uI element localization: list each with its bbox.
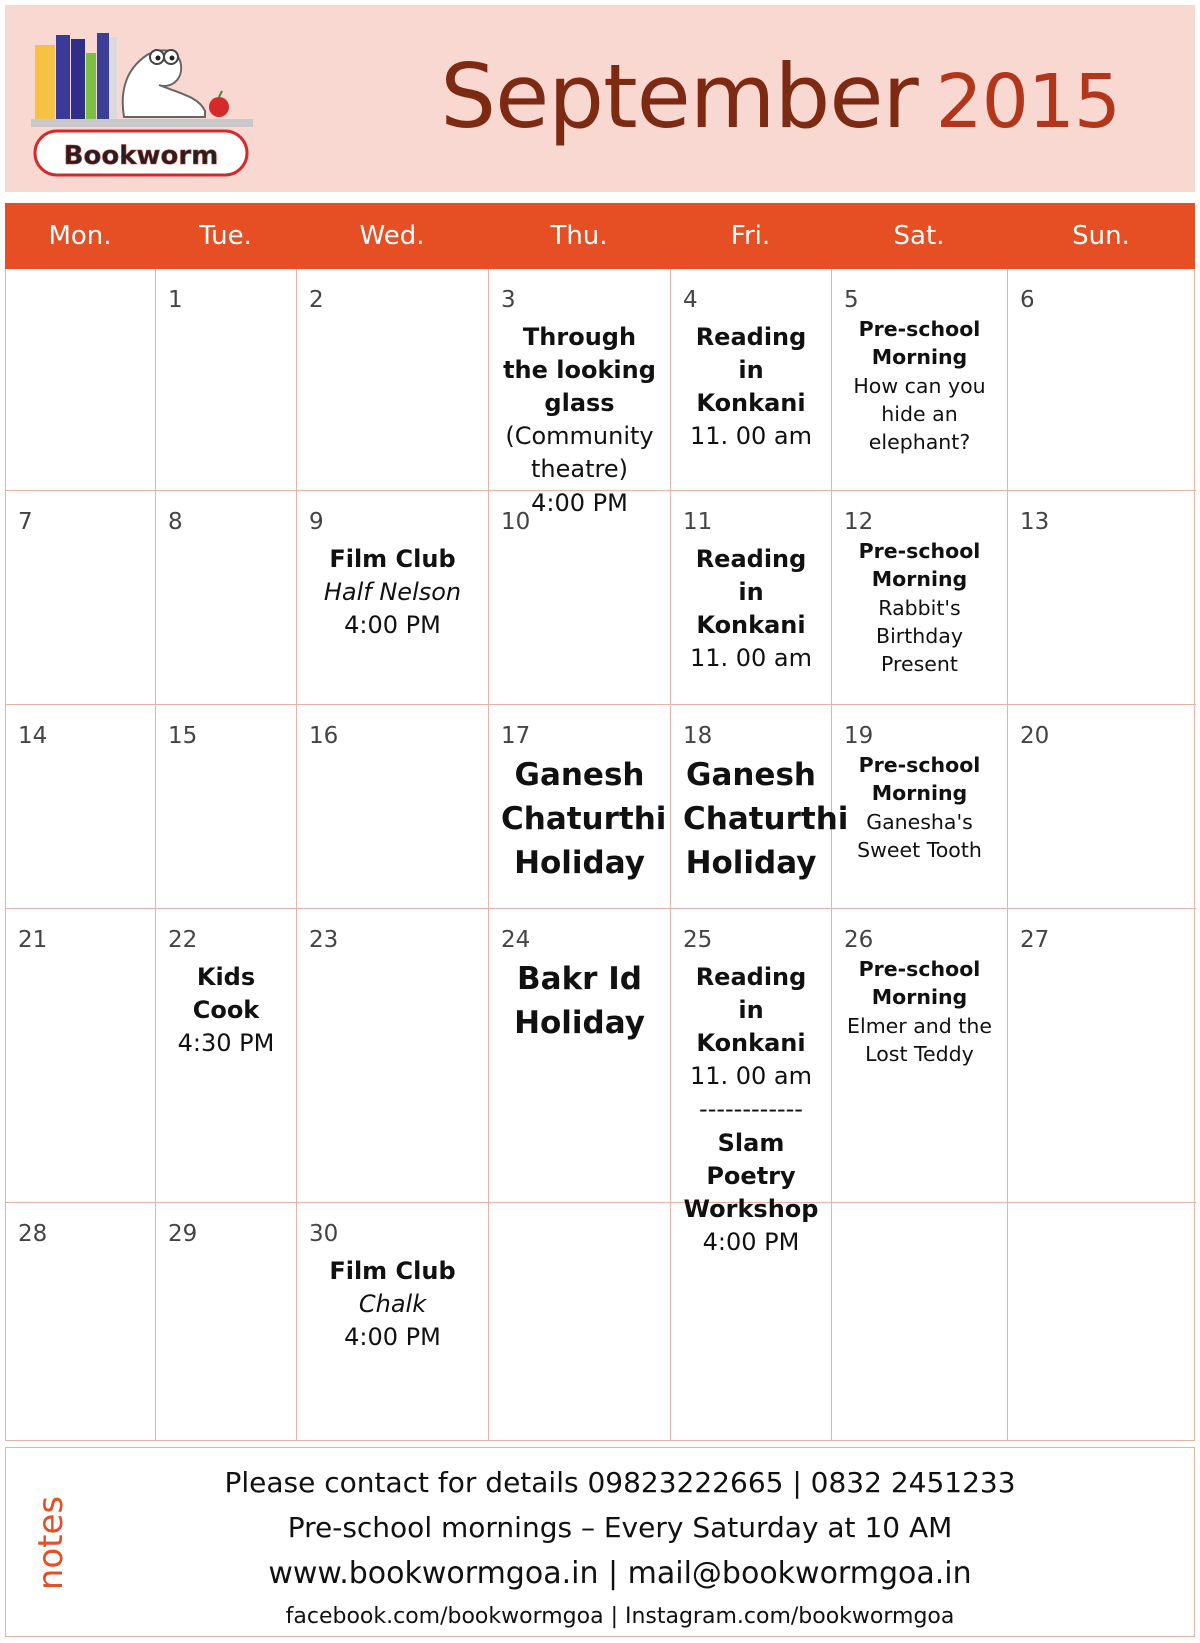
date-number: 25 [683, 927, 713, 953]
month-title [440, 45, 1120, 148]
date-number: 27 [1020, 927, 1050, 953]
event-line: Film Club [329, 545, 456, 573]
notes-box [5, 1447, 1195, 1637]
event-line: Reading in Konkani [695, 963, 807, 1058]
event-line: 4:00 PM [344, 1323, 441, 1352]
event-block [683, 753, 849, 885]
day-cell [671, 269, 832, 491]
event-line: Rabbit's Birthday Present [876, 595, 963, 677]
day-cell [297, 1203, 489, 1441]
day-cell [1008, 269, 1196, 491]
date-number: 14 [18, 723, 48, 749]
day-cell [832, 491, 1008, 705]
date-number: 26 [844, 927, 874, 953]
event-line: Through the looking glass [503, 323, 656, 418]
weekday-header-row [5, 203, 1195, 269]
date-number: 5 [844, 287, 859, 313]
event-block [683, 543, 819, 675]
day-cell [489, 909, 671, 1203]
event-line: (Community theatre) [505, 422, 654, 484]
calendar-header [5, 5, 1195, 192]
event-block [844, 315, 995, 456]
date-number: 12 [844, 509, 874, 535]
day-cell [832, 269, 1008, 491]
social-line[interactable]: facebook.com/bookwormgoa | Instagram.com/bookwormgoa [285, 1604, 955, 1629]
day-cell [6, 705, 156, 909]
year: 2015 [935, 59, 1120, 145]
date-number: 11 [683, 509, 713, 535]
day-cell [1008, 909, 1196, 1203]
event-block [309, 1255, 476, 1354]
date-number: 3 [501, 287, 516, 313]
event-block [501, 321, 658, 520]
day-cell [489, 1203, 671, 1441]
event-line: How can you hide an elephant? [853, 373, 986, 455]
notes-label: notes [31, 1495, 71, 1591]
date-number: 1 [168, 287, 183, 313]
event-line: Reading in Konkani [695, 545, 807, 640]
event-block [309, 543, 476, 642]
day-cell [6, 1203, 156, 1441]
event-line: Elmer and the Lost Teddy [847, 1013, 992, 1066]
day-cell [297, 705, 489, 909]
weekday-label: Wed. [359, 221, 425, 251]
preschool-line: Pre-school mornings – Every Saturday at 10 AM [287, 1511, 953, 1544]
date-number: 30 [309, 1221, 339, 1247]
event-line: 11. 00 am [689, 422, 813, 451]
bookworm-logo [29, 27, 269, 183]
event-line: Bakr Id Holiday [514, 961, 645, 1042]
weekday-label: Tue. [199, 221, 252, 251]
day-cell [832, 1203, 1008, 1441]
date-number: 2 [309, 287, 324, 313]
day-cell [832, 909, 1008, 1203]
day-cell [297, 491, 489, 705]
day-cell [1008, 491, 1196, 705]
day-cell [489, 269, 671, 517]
date-number: 29 [168, 1221, 198, 1247]
event-line: Film Club [329, 1257, 456, 1285]
date-number: 21 [18, 927, 48, 953]
event-line: Ganesh Chaturthi Holiday [501, 757, 667, 882]
event-line: Kids Cook [192, 963, 260, 1025]
event-line: Reading in Konkani [695, 323, 807, 418]
day-cell [671, 705, 849, 909]
date-number: 8 [168, 509, 183, 535]
day-cell [156, 269, 297, 491]
event-line: Pre-school Morning [858, 753, 981, 806]
notes-text [66, 1460, 1174, 1636]
day-cell [6, 491, 156, 705]
date-number: 16 [309, 723, 339, 749]
event-line: Pre-school Morning [858, 539, 981, 592]
event-line: 4:00 PM [702, 1227, 800, 1256]
date-number: 10 [501, 509, 531, 535]
date-number: 19 [844, 723, 874, 749]
event-line: Ganesha's Sweet Tooth [857, 809, 982, 862]
event-line: 11. 00 am [689, 644, 813, 673]
date-number: 13 [1020, 509, 1050, 535]
weekday-label: Fri. [730, 221, 771, 251]
event-line: 4:30 PM [177, 1029, 275, 1058]
event-line: 11. 00 am [689, 1062, 813, 1091]
day-cell [671, 1203, 832, 1441]
date-number: 28 [18, 1221, 48, 1247]
date-number: 17 [501, 723, 531, 749]
date-number: 20 [1020, 723, 1050, 749]
weekday-label: Mon. [48, 221, 112, 251]
event-line: 4:00 PM [344, 611, 441, 640]
day-cell [671, 909, 832, 1256]
logo-text: Bookworm [63, 141, 219, 171]
web-line[interactable]: www.bookwormgoa.in | mail@bookwormgoa.in [268, 1556, 972, 1591]
day-cell [1008, 705, 1196, 909]
day-cell [832, 705, 1008, 909]
date-number: 24 [501, 927, 531, 953]
contact-line: Please contact for details 09823222665 | 0832 2451233 [224, 1466, 1016, 1499]
event-line: 4:00 PM [531, 488, 628, 517]
event-block [683, 321, 819, 453]
day-cell [297, 269, 489, 491]
day-cell [6, 909, 156, 1203]
day-cell [156, 705, 297, 909]
day-cell [6, 269, 156, 491]
date-number: 7 [18, 509, 33, 535]
day-cell [156, 1203, 297, 1441]
event-line: ------------ [699, 1095, 803, 1124]
weekday-label: Sat. [893, 221, 945, 251]
event-line: Chalk [358, 1290, 427, 1319]
date-number: 4 [683, 287, 698, 313]
event-block [844, 955, 995, 1068]
day-cell [1008, 1203, 1196, 1441]
event-line: Pre-school Morning [858, 317, 981, 370]
month-name: September [440, 45, 918, 148]
weekday-label: Sun. [1072, 221, 1130, 251]
date-number: 6 [1020, 287, 1035, 313]
weekday-label: Thu. [550, 221, 608, 251]
event-block [501, 753, 667, 885]
day-cell [671, 491, 832, 705]
event-line: Half Nelson [323, 578, 462, 607]
date-number: 22 [168, 927, 198, 953]
day-cell [489, 491, 671, 705]
date-number: 23 [309, 927, 339, 953]
day-cell [489, 705, 671, 909]
day-cell [297, 909, 489, 1203]
event-line: Ganesh Chaturthi Holiday [683, 757, 849, 882]
calendar-grid [5, 269, 1195, 1441]
date-number: 15 [168, 723, 198, 749]
event-line: Pre-school Morning [858, 957, 981, 1010]
date-number: 9 [309, 509, 324, 535]
event-block [168, 961, 284, 1060]
event-line: Slam Poetry Workshop [683, 1128, 819, 1223]
event-block [844, 751, 995, 864]
day-cell [156, 909, 297, 1203]
event-block [501, 957, 658, 1045]
day-cell [156, 491, 297, 705]
date-number: 18 [683, 723, 713, 749]
event-block [844, 537, 995, 678]
